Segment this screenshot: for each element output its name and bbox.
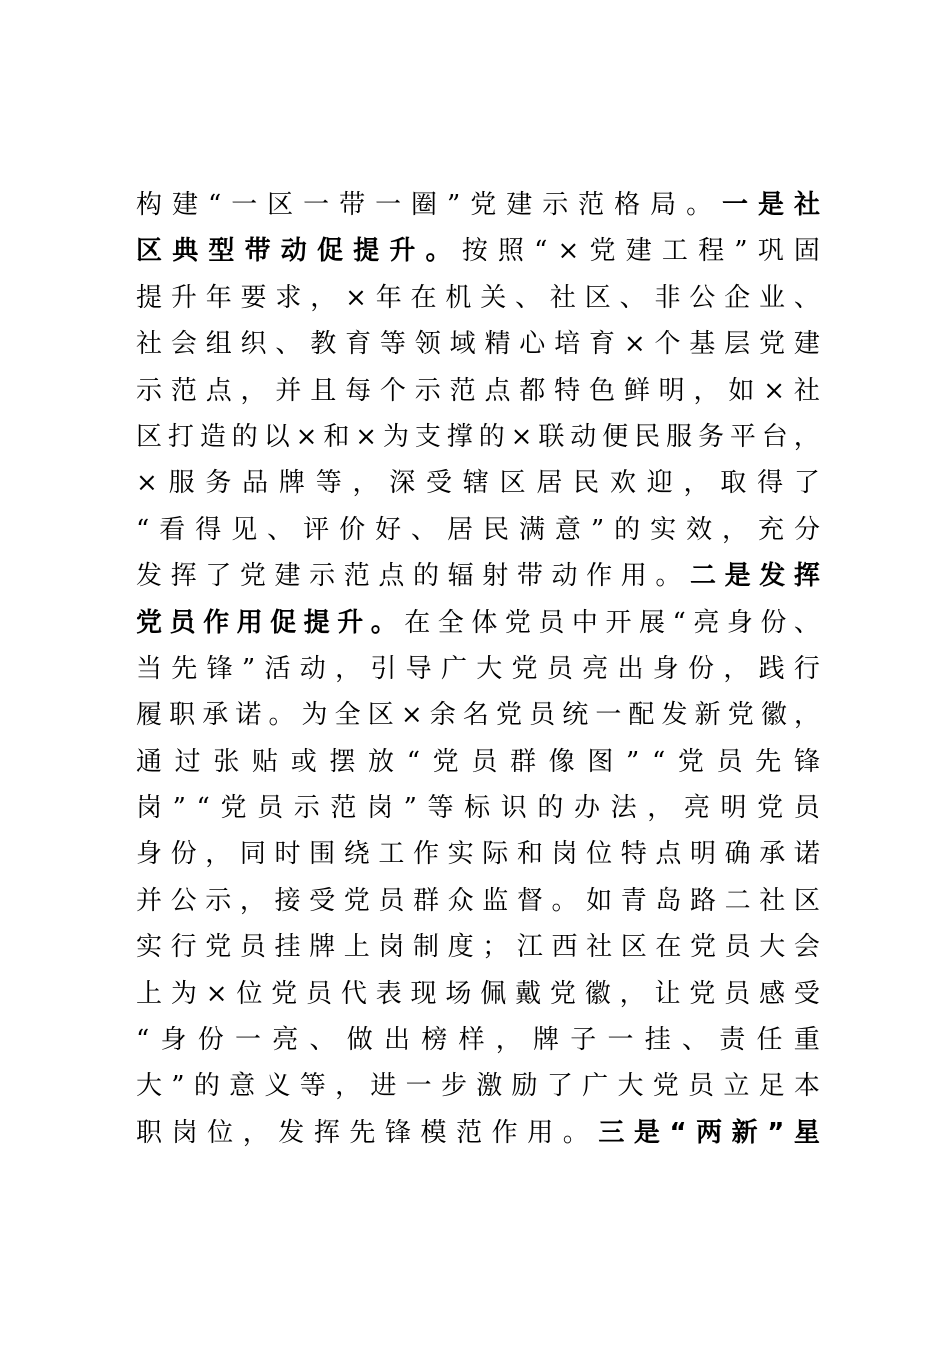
text-line: [136, 275, 820, 321]
text-line: [136, 924, 820, 970]
body-text: [136, 182, 820, 1156]
text-line-glyphs: 提 升 年 要 求 ， × 年 在 机 关 、 社 区 、 非 公 企 业 、: [136, 282, 820, 313]
text-line: [136, 600, 820, 646]
text-line-glyphs: 示 范 点 ， 并 且 每 个 示 范 点 都 特 色 鲜 明 ， 如 × 社: [136, 375, 820, 406]
text-line-glyphs: 职 岗 位 ， 发 挥 先 锋 模 范 作 用 。 三 是 “ 两 新 ” 星: [136, 1117, 820, 1148]
text-line: [136, 1110, 820, 1156]
text-line: [136, 1063, 820, 1109]
text-line-glyphs: 上 为 × 位 党 员 代 表 现 场 佩 戴 党 徽 ， 让 党 员 感 受: [136, 978, 820, 1009]
text-line: [136, 414, 820, 460]
text-line-glyphs: 社 会 组 织 、 教 育 等 领 域 精 心 培 育 × 个 基 层 党 建: [136, 329, 820, 360]
text-line-glyphs: 履 职 承 诺 。 为 全 区 × 余 名 党 员 统 一 配 发 新 党 徽 ，: [136, 700, 820, 731]
text-line: [136, 785, 820, 831]
text-line: [136, 507, 820, 553]
text-line-glyphs: 当 先 锋 ” 活 动 ， 引 导 广 大 党 员 亮 出 身 份 ， 践 行: [136, 653, 820, 684]
text-line: [136, 553, 820, 599]
text-line-glyphs: “ 看 得 见 、 评 价 好 、 居 民 满 意 ” 的 实 效 ， 充 分: [136, 514, 820, 545]
text-line: [136, 831, 820, 877]
text-line: [136, 971, 820, 1017]
text-line-glyphs: 通 过 张 贴 或 摆 放 “ 党 员 群 像 图 ” “ 党 员 先 锋: [136, 746, 820, 777]
text-line-glyphs: 身 份 ， 同 时 围 绕 工 作 实 际 和 岗 位 特 点 明 确 承 诺: [136, 839, 820, 870]
text-line: [136, 460, 820, 506]
text-line-glyphs: 并 公 示 ， 接 受 党 员 群 众 监 督 。 如 青 岛 路 二 社 区: [136, 885, 820, 916]
text-line: [136, 321, 820, 367]
text-line-glyphs: 区 典 型 带 动 促 提 升 。 按 照 “ × 党 建 工 程 ” 巩 固: [136, 236, 820, 267]
text-line: [136, 182, 820, 228]
text-line-glyphs: 实 行 党 员 挂 牌 上 岗 制 度 ； 江 西 社 区 在 党 员 大 会: [136, 932, 820, 963]
text-line-glyphs: 发 挥 了 党 建 示 范 点 的 辐 射 带 动 作 用 。 二 是 发 挥: [136, 561, 820, 592]
text-line-glyphs: 大 ” 的 意 义 等 ， 进 一 步 激 励 了 广 大 党 员 立 足 本: [136, 1071, 820, 1102]
text-line-glyphs: × 服 务 品 牌 等 ， 深 受 辖 区 居 民 欢 迎 ， 取 得 了: [136, 468, 820, 499]
text-line: [136, 878, 820, 924]
text-line: [136, 646, 820, 692]
text-line: [136, 739, 820, 785]
text-line: [136, 368, 820, 414]
text-line-glyphs: 党 员 作 用 促 提 升 。 在 全 体 党 员 中 开 展 “ 亮 身 份 、: [136, 607, 820, 638]
text-line-glyphs: 区 打 造 的 以 × 和 × 为 支 撑 的 × 联 动 便 民 服 务 平 台 ，: [136, 421, 820, 452]
text-line-glyphs: 构 建 “ 一 区 一 带 一 圈 ” 党 建 示 范 格 局 。 一 是 社: [136, 190, 820, 220]
text-line: [136, 1017, 820, 1063]
text-line-glyphs: 岗 ” “ 党 员 示 范 岗 ” 等 标 识 的 办 法 ， 亮 明 党 员: [136, 793, 820, 824]
text-line: [136, 692, 820, 738]
text-line: [136, 228, 820, 274]
text-line-glyphs: “ 身 份 一 亮 、 做 出 榜 样 ， 牌 子 一 挂 、 责 任 重: [136, 1025, 820, 1056]
